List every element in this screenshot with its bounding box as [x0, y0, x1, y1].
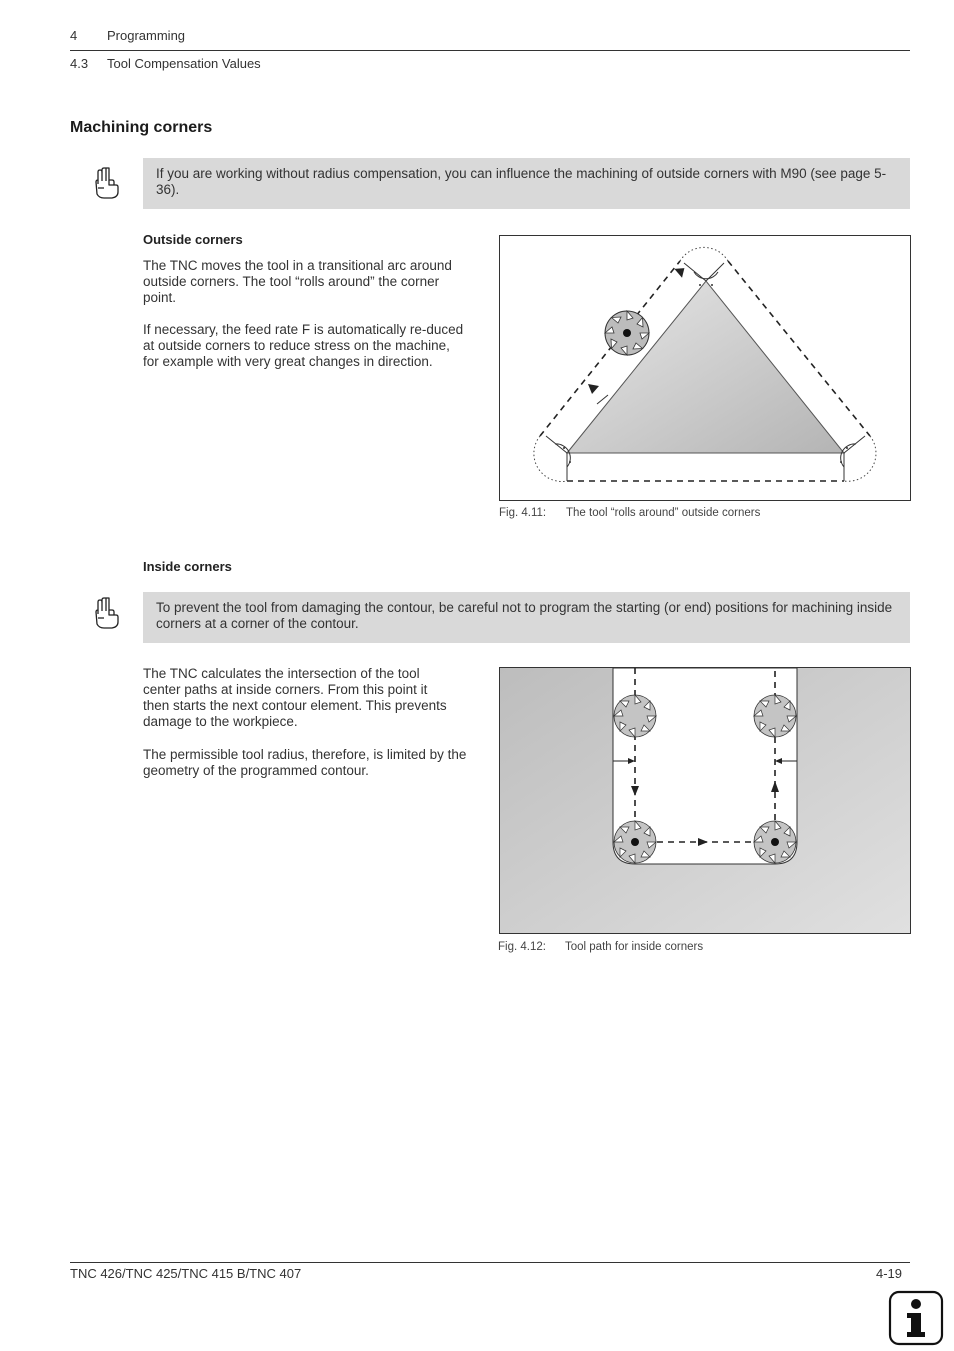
outside-corners-paragraph-2: If necessary, the feed rate F is automatically re-duced at outside corners to reduce stress on the machine, for example with very great changes in direction.	[143, 322, 464, 369]
path-arrow-up	[674, 267, 686, 279]
pointing-hand-icon	[94, 166, 120, 200]
radius-arrow	[588, 384, 599, 394]
inside-corners-heading: Inside corners	[143, 559, 232, 574]
note-box-inside-corners: To prevent the tool from damaging the contour, be careful not to program the starting (or end) positions for machining inside corners at a corner of the contour.	[143, 592, 910, 643]
outside-corners-diagram	[500, 236, 910, 500]
header-section-title: Tool Compensation Values	[107, 56, 261, 71]
header-chapter-num: 4	[70, 28, 78, 43]
inside-corners-paragraph-2: The permissible tool radius, therefore, is limited by the geometry of the programmed contour.	[143, 747, 467, 778]
footer-rule	[70, 1262, 910, 1263]
inside-corners-paragraph-1: The TNC calculates the intersection of the tool center paths at inside corners. From this point it then starts the next contour element. This prevents damage to the workpiece.	[143, 666, 447, 729]
outside-corners-heading: Outside corners	[143, 232, 243, 247]
figure-4-12-text: Tool path for inside corners	[565, 941, 704, 953]
workpiece-triangle	[567, 281, 844, 453]
figure-4-11-number: Fig. 4.11:	[499, 507, 547, 519]
header-rule	[70, 50, 910, 51]
page-title: Machining corners	[70, 119, 213, 136]
figure-outside-corners	[499, 235, 911, 501]
figure-4-11-text: The tool “rolls around” outside corners	[566, 507, 761, 519]
note-box-m90: If you are working without radius compensation, you can influence the machining of outside corners with M90 (see page 5-36).	[143, 158, 910, 209]
info-i-icon	[888, 1290, 944, 1346]
figure-4-12-number: Fig. 4.12:	[498, 941, 546, 953]
figure-inside-corners	[499, 667, 911, 934]
header-section-num: 4.3	[70, 56, 89, 71]
outside-corners-paragraph-1: The TNC moves the tool in a transitional arc around outside corners. The tool “rolls around” the corner point.	[143, 258, 452, 305]
figure-4-12-caption	[498, 941, 703, 953]
inside-corners-diagram	[500, 668, 910, 933]
pointing-hand-icon	[94, 596, 120, 630]
header-chapter-title: Programming	[107, 28, 186, 43]
figure-4-11-caption	[499, 507, 760, 519]
footer-models: TNC 426/TNC 425/TNC 415 B/TNC 407	[70, 1266, 302, 1281]
footer-page-number: 4-19	[876, 1266, 903, 1281]
milling-cutter-icon	[605, 311, 649, 355]
